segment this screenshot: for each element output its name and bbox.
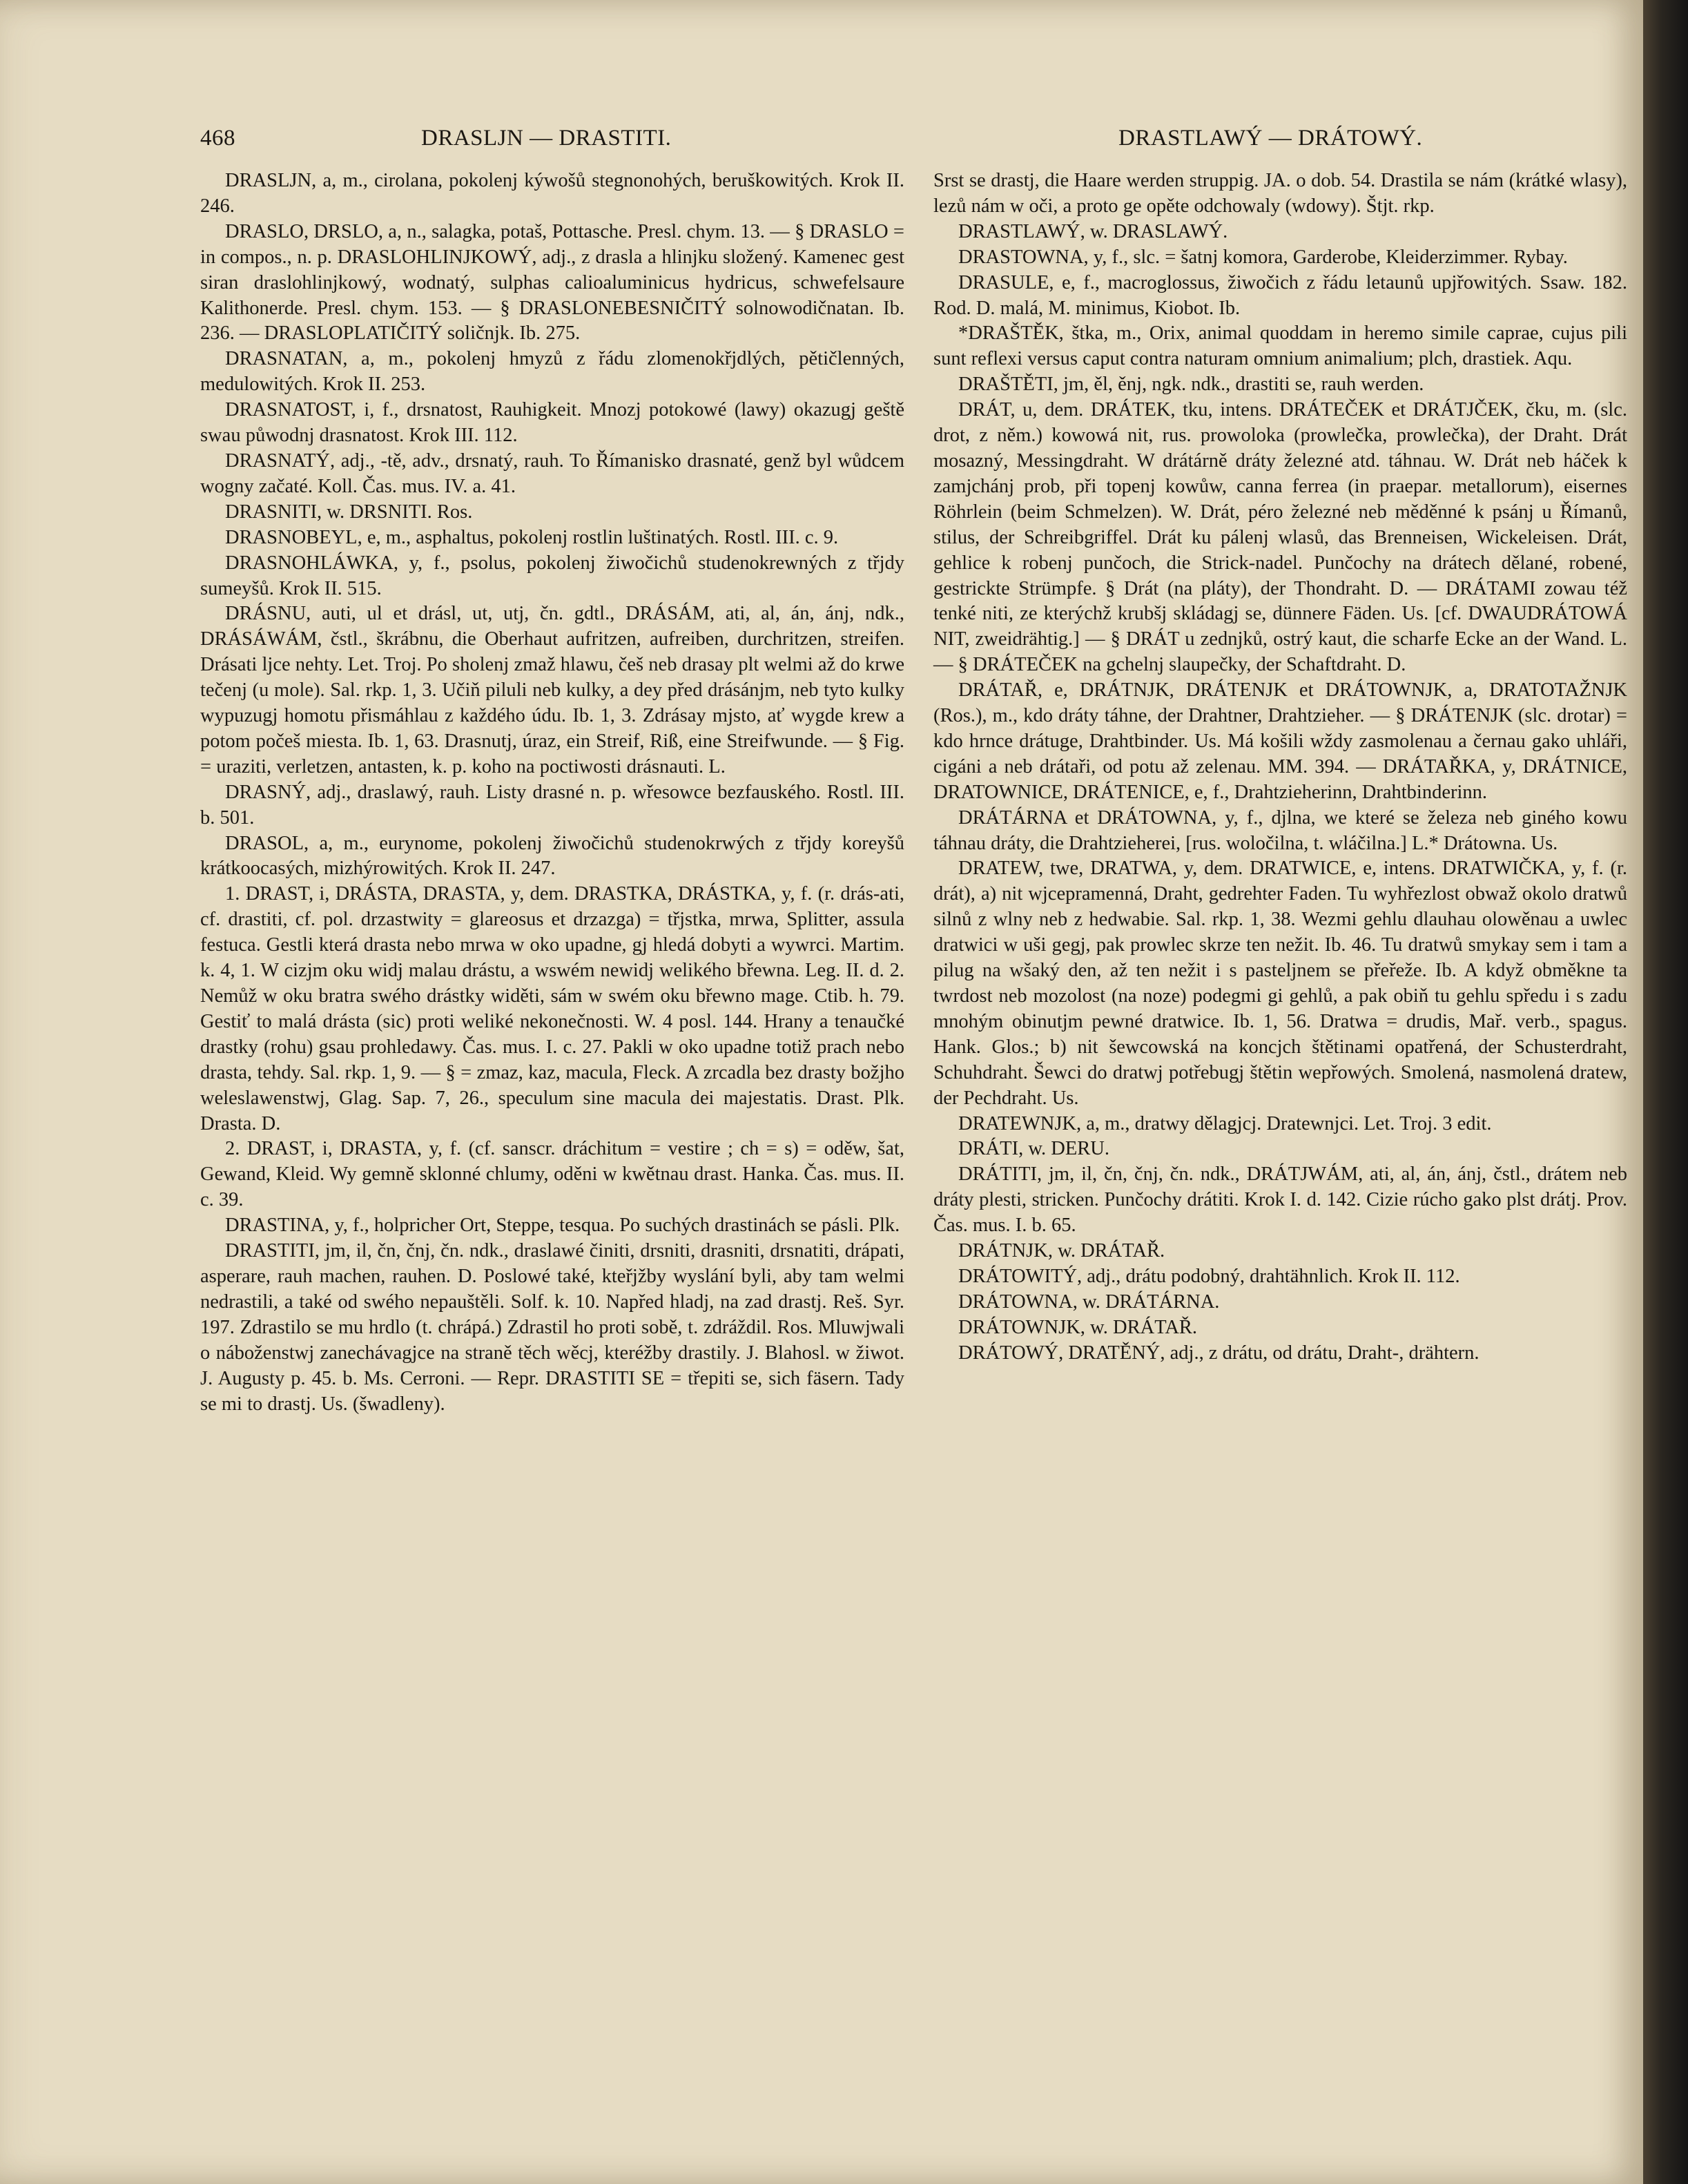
entry: DRÁSNU, auti, ul et drásl, ut, utj, čn. gdtl., DRÁSÁM, ati, al, án, ánj, ndk., DRÁSÁWÁM, čstl., škrábnu, die Oberhaut aufritzen, aufreiben, durchritzen, streifen. Drásati ljce nehty. Let. Troj. Po sholenj zmaž hlawu, češ neb drasay plt welmi až do krwe tečenj (u mole). Sal. rkp. 1, 3. Učiň piluli neb kulky, a dey před drásánjm, neb tyto kulky wypuzugj homotu přismáhlau z každého údu. Ib. 1, 3. Zdrásay mjsto, ať wygde krew a potom počeš miesta. Ib. 1, 63. Drasnutj, úraz, ein Streif, Riß, eine Streifwunde. — § Fig. = uraziti, verletzen, antasten, k. p. koho na poctiwosti drásnauti. L. (200, 603, 904, 777)
entry: DRASNÝ, adj., draslawý, rauh. Listy drasné n. p. wřesowce bezfauského. Rostl. III. b. 501. (200, 781, 904, 829)
entry: DRÁTI, w. DERU. (958, 1138, 1110, 1160)
entry: DRASTLAWÝ, w. DRASLAWÝ. (958, 220, 1228, 242)
entry: DRASTOWNA, y, f., slc. = šatnj komora, Garderobe, Kleiderzimmer. Rybay. (958, 246, 1568, 268)
entry: DRÁTAŘ, e, DRÁTNJK, DRÁTENJK et DRÁTOWNJK, a, DRATOTAŽNJK (Ros.), m., kdo dráty táhne, der Drahtner, Drahtzieher. — § DRÁTENJK (slc. drotar) = kdo hrnce drátuge, Drahtbinder. Us. Má košili wždy zasmolenau a černau gako uhláři, cigáni a neb drátaři, od potu až zelenau. MM. 394. — DRÁTAŘKA, y, DRÁTNICE, DRATOWNICE, DRÁTENICE, e, f., Drahtzieherinn, Drahtbinderinn. (933, 679, 1627, 803)
entry: DRASLJN, a, m., cirolana, pokolenj kýwošů stegnonohých, beruškowitých. Krok II. 246. (200, 170, 904, 217)
entry: DRAŠTĚTI, jm, ěl, ěnj, ngk. ndk., drastiti se, rauh werden. (958, 374, 1424, 396)
entry: 2. DRAST, i, DRASTA, y, f. (cf. sanscr. dráchitum = vestire ; ch = s) = oděw, šat, Gewand, Kleid. Wy gemně sklonné chlumy, oděni w kwětnau drast. Hanka. Čas. mus. II. c. 39. (200, 1138, 904, 1211)
entry: DRASNOBEYL, e, m., asphaltus, pokolenj rostlin luštinatých. Rostl. III. c. 9. (225, 526, 839, 548)
entry: DRASOL, a, m., eurynome, pokolenj žiwočichů studenokrwých z třjdy koreyšů krátkoocasých, mizhýrowitých. Krok II. 247. (200, 832, 904, 880)
running-head (200, 126, 1602, 156)
entry: DRASULE, e, f., macroglossus, žiwočich z řádu letaunů upjřowitých. Ssaw. 182. Rod. D. malá, M. minimus, Kiobot. Ib. (933, 271, 1627, 319)
entry: DRASNOHLÁWKA, y, f., psolus, pokolenj žiwočichů studenokrewných z třjdy sumeyšů. Krok II. 515. (200, 552, 904, 599)
right-running-head: DRASTLAWÝ — DRÁTOWÝ. (1118, 126, 1423, 151)
right-column (933, 168, 1627, 1366)
entry-continuation: Srst se drastj, die Haare werden struppig. JA. o dob. 54. Drastila se nám (krátké wlasy), lezů nám w oči, a proto ge opěte odchowaly (wdowy). Štjt. rkp. (933, 170, 1627, 217)
book-edge (1643, 0, 1688, 2184)
entry: DRASTINA, y, f., holpricher Ort, Steppe, tesqua. Po suchých drastinách se pásli. Plk. (225, 1215, 900, 1237)
entry: DRÁTOWNA, w. DRÁTÁRNA. (958, 1291, 1220, 1313)
left-column (200, 168, 904, 1417)
entry: DRASLO, DRSLO, a, n., salagka, potaš, Pottasche. Presl. chym. 13. — § DRASLO = in compos., n. p. DRASLOHLINJKOWÝ, adj., z drasla a hlinjku složený. Kamenec gest siran draslohlinjkowý, wodnatý, sulphas calioaluminicus hydricus, schwefelsaure Kalithonerde. Presl. chym. 153. — § DRASLONEBESNIČITÝ solnowodičnatan. Ib. 236. — DRASLOPLATIČITÝ soličnjk. Ib. 275. (200, 220, 904, 345)
left-running-head: DRASLJN — DRASTITI. (421, 126, 672, 151)
entry: DRÁTOWITÝ, adj., drátu podobný, drahtähnlich. Krok II. 112. (958, 1265, 1460, 1287)
entry: DRÁTOWNJK, w. DRÁTAŘ. (958, 1316, 1198, 1338)
entry: DRASTITI, jm, il, čn, čnj, čn. ndk., draslawé činiti, drsniti, drasniti, drsnatiti, drápati, asperare, rauh machen, rauhen. D. Poslowé také, kteřjžby wyslání byli, aby tam welmi nedrastili, a také od swého nepauštěli. Solf. k. 10. Napřed hladj, na zad drastj. Reš. Syr. 197. Zdrastilo se mu hrdlo (t. chrápá.) Zdrastil ho proti sobě, t. zdráždil. Ros. Mluwjwali o náboženstwj zanechávagjce na straně těch wěcj, kteréžby drastily. J. Blahosl. w žiwot. J. Augusty p. 45. b. Ms. Cerroni. — Repr. DRASTITI SE = třepiti se, sich fäsern. Tady se mi to drastj. Us. (šwadleny). (200, 1240, 904, 1415)
entry: DRASNATÝ, adj., -tě, adv., drsnatý, rauh. To Římanisko drasnaté, genž byl wůdcem wogny začaté. Koll. Čas. mus. IV. a. 41. (200, 450, 904, 497)
entry: DRÁT, u, dem. DRÁTEK, tku, intens. DRÁTEČEK et DRÁTJČEK, čku, m. (slc. drot, z něm.) kowowá nit, rus. prowoloka (prowlečka, prowlečka), der Draht. Drát mosazný, Messingdraht. W drátárně dráty železné atd. táhnau. W. Drát neb háček k zamjchánj prob, při topenj kowůw, canna ferrea (in praepar. metallorum), eisernes Röhrlein (beim Schmelzen). W. Drát, péro železné neb měděnné k psánj u Římanů, stilus, der Schreibgriffel. Drát ku pálenj wlasů, das Brenneisen, Wickeleisen. Drát, gehlice k robenj punčoch, die Strick-nadel. Punčochy na drátech dělané, robené, gestrickte Strümpfe. § Drát (na pláty), der Thondraht. D. — DRÁTAMI zowau též tenké niti, ze kterýchž krubšj skládagj se, dünnere Fäden. Us. [cf. DWAUDRÁTOWÁ NIT, zweidrähtig.] — § DRÁT u zednjků, ostrý kaut, die scharfe Ecke an der Wand. L. — § DRÁTEČEK na gchelnj slaupečky, der Schaftdraht. D. (933, 399, 1627, 676)
entry: DRATEWNJK, a, m., dratwy dělagjcj. Dratewnjci. Let. Troj. 3 edit. (958, 1112, 1492, 1134)
entry: DRASNATOST, i, f., drsnatost, Rauhigkeit. Mnozj potokowé (lawy) okazugj geště swau půwodnj drasnatost. Krok III. 112. (200, 399, 904, 447)
entry: DRÁTOWÝ, DRATĚNÝ, adj., z drátu, od drátu, Draht-, drähtern. (958, 1342, 1480, 1364)
entry: *DRAŠTĚK, štka, m., Orix, animal quoddam in heremo simile caprae, cujus pili sunt reflexi versus caput contra naturam omnium animalium; plch, drastiek. Aqu. (933, 322, 1627, 370)
entry: 1. DRAST, i, DRÁSTA, DRASTA, y, dem. DRASTKA, DRÁSTKA, y, f. (r. drás-ati, cf. drastiti, cf. pol. drzastwity = glareosus et drzazga) = třjstka, mrwa, Splitter, assula festuca. Gestli která drasta nebo mrwa w oko upadne, gj hledá dobyti a wywrci. Martim. k. 4, 1. W cizjm oku widj malau drástu, a wswém newidj welikého břewna. Leg. II. d. 2. Nemůž w oku bratra swého drástky widěti, sám w swém oku břewno mage. Ctib. h. 79. Gestiť to malá drásta (sic) proti weliké nekonečnosti. W. 4 posl. 144. Hrany a tenaučké drastky (rohu) gsau prohledawy. Čas. mus. I. c. 27. Pakli w oko upadne totiž prach nebo drasta, tehdy. Sal. rkp. 1, 9. — § = zmaz, kaz, macula, Fleck. A zrcadla bez drasty božjho weleslawenstwj, Glag. Sap. 7, 26., speculum sine macula dei majestatis. Drast. Plk. Drasta. D. (200, 883, 904, 1134)
entry: DRASNITI, w. DRSNITI. Ros. (225, 501, 473, 523)
entry: DRÁTÁRNA et DRÁTOWNA, y, f., djlna, we které se železa neb giného kowu táhnau dráty, die Drahtzieherei, [rus. woločilna, t. wláčilna.] L.* Drátowna. Us. (933, 806, 1627, 854)
entry: DRÁTNJK, w. DRÁTAŘ. (958, 1240, 1165, 1262)
entry: DRASNATAN, a, m., pokolenj hmyzů z řádu zlomenokřjdlých, pětičlenných, medulowitých. Krok II. 253. (200, 348, 904, 396)
entry: DRATEW, twe, DRATWA, y, dem. DRATWICE, e, intens. DRATWIČKA, y, f. (r. drát), a) nit wjcepramenná, Draht, gedrehter Faden. Tu wyhřezlost obwaž okolo dratwů silnů z wlny neb z hedwabie. Sal. rkp. 1, 38. Wezmi gehlu dlauhau olowěnau a uwlec dratwici w uši gegj, pak prowlec skrze ten nežit. Ib. 46. Tu dratwů smykay sem i tam a pilug na wšaký den, až ten nežit i s pasteljnem se přeřeže. Ib. A když obměkne ta twrdost neb mozolost (na noze) podegmi gi gehlů, a pak obiň tu gehlu spředu i s zadu mnohým obinutjm pewné dratwice. Ib. 1, 56. Dratwa = drudis, Mař. verb., spagus. Hank. Glos.; b) nit šewcowská na koncjch štětinami opatřená, der Schusterdraht, Schuhdraht. Šewci do dratwj potřebugj štětin wepřowých. Smolená, nasmolená dratew, der Pechdraht. Us. (933, 858, 1627, 1109)
entry: DRÁTITI, jm, il, čn, čnj, čn. ndk., DRÁTJWÁM, ati, al, án, ánj, čstl., drátem neb dráty plesti, stricken. Punčochy drátiti. Krok I. d. 142. Cizie rúcho gako plst drátj. Prov. Čas. mus. I. b. 65. (933, 1163, 1627, 1237)
page-number: 468 (200, 126, 235, 151)
